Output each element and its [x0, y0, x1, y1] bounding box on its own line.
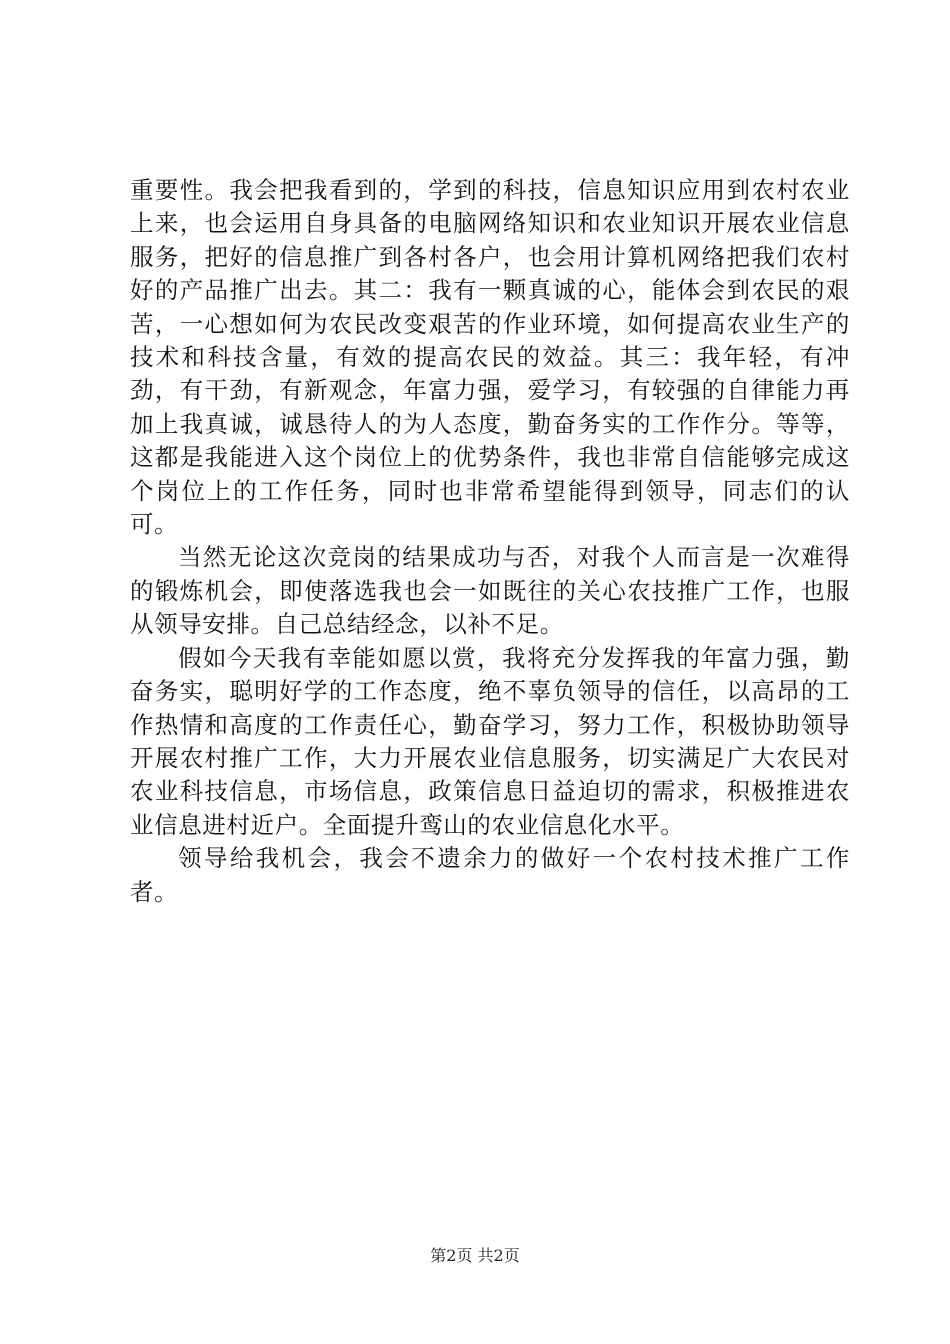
document-body	[130, 174, 850, 909]
paragraph-commitment: 假如今天我有幸能如愿以赏，我将充分发挥我的年富力强，勤奋务实，聪明好学的工作态度，绝不辜负领导的信任，以高昂的工作热情和高度的工作责任心，勤奋学习，努力工作，积极协助领导开展农村推广工作，大力开展农业信息服务，切实满足广大农民对农业科技信息，市场信息，政策信息日益迫切的需求，积极推进农业信息进村近户。全面提升鸾山的农业信息化水平。	[130, 643, 850, 839]
paragraph-closing: 领导给我机会，我会不遗余力的做好一个农村技术推广工作者。	[130, 844, 850, 906]
paragraph-outcome: 当然无论这次竞岗的结果成功与否，对我个人而言是一次难得的锻炼机会，即使落选我也会一如既往的关心农技推广工作，也服从领导安排。自己总结经念，以补不足。	[130, 543, 850, 639]
page-number-footer: 第2页 共2页	[430, 1246, 520, 1265]
paragraph-continuation: 重要性。我会把我看到的，学到的科技，信息知识应用到农村农业上来，也会运用自身具备的电脑网络知识和农业知识开展农业信息服务，把好的信息推广到各村各户，也会用计算机网络把我们农村好的产品推广出去。其二：我有一颗真诚的心，能体会到农民的艰苦，一心想如何为农民改变艰苦的作业环境，如何提高农业生产的技术和科技含量，有效的提高农民的效益。其三：我年轻，有冲劲，有干劲，有新观念，年富力强，爱学习，有较强的自律能力再加上我真诚，诚恳待人的为人态度，勤奋务实的工作作分。等等，这都是我能进入这个岗位上的优势条件，我也非常自信能够完成这个岗位上的工作任务，同时也非常希望能得到领导，同志们的认可。	[130, 176, 850, 539]
